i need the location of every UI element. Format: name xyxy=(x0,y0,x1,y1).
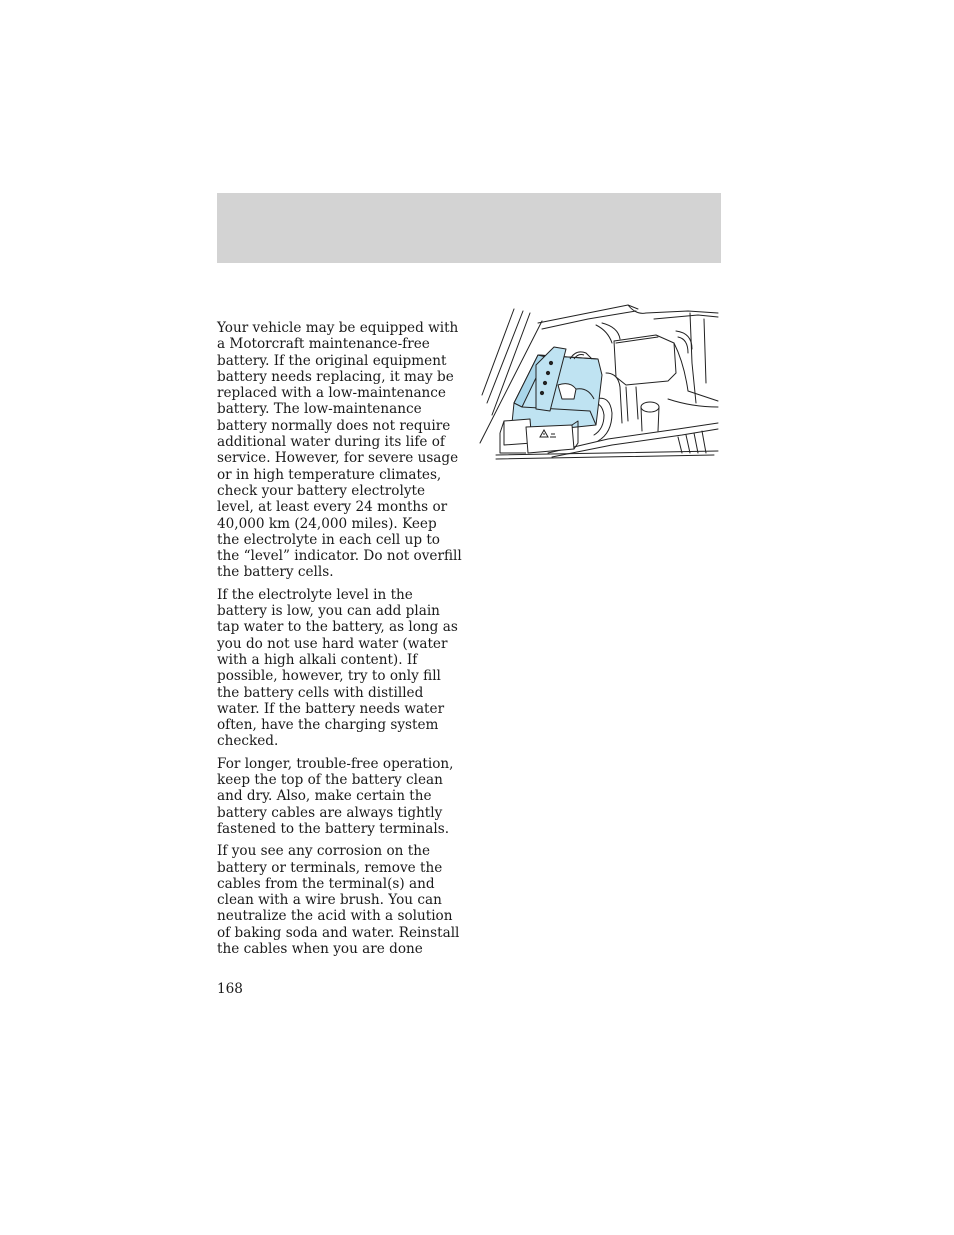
body-text xyxy=(217,320,465,963)
paragraph-adding-water: If the electrolyte level in the battery is low, you can add plain tap water to the battery, as long as you do not use hard water (water with a high alkali content). If possible, however, try to only fill the battery cells with distilled water. If the battery needs water often, have the charging system checked. xyxy=(217,586,458,750)
page-number: 168 xyxy=(217,981,243,997)
section-header-band xyxy=(217,193,721,263)
battery-engine-illustration xyxy=(478,303,722,463)
paragraph-keep-clean: For longer, trouble-free operation, keep the top of the battery clean and dry. Also, make certain the battery cables are always tightly fastened to the battery terminals. xyxy=(217,755,454,837)
paragraph-corrosion: If you see any corrosion on the battery or terminals, remove the cables from the terminal(s) and clean with a wire brush. You can neutralize the acid with a solution of baking soda and water. Reinstall the cables when you are done xyxy=(217,843,460,957)
battery-icon xyxy=(512,347,602,431)
paragraph-battery-maintenance: Your vehicle may be equipped with a Motorcraft maintenance-free battery. If the original equipment battery needs replacing, it may be replaced with a low-maintenance battery. The low-maintenance battery normally does not require additional water during its life of service. However, for severe usage or in high temperature climates, check your battery electrolyte level, at least every 24 months or 40,000 km (24,000 miles). Keep the electrolyte in each cell up to the “level” indicator. Do not overfill the battery cells. xyxy=(217,320,462,581)
